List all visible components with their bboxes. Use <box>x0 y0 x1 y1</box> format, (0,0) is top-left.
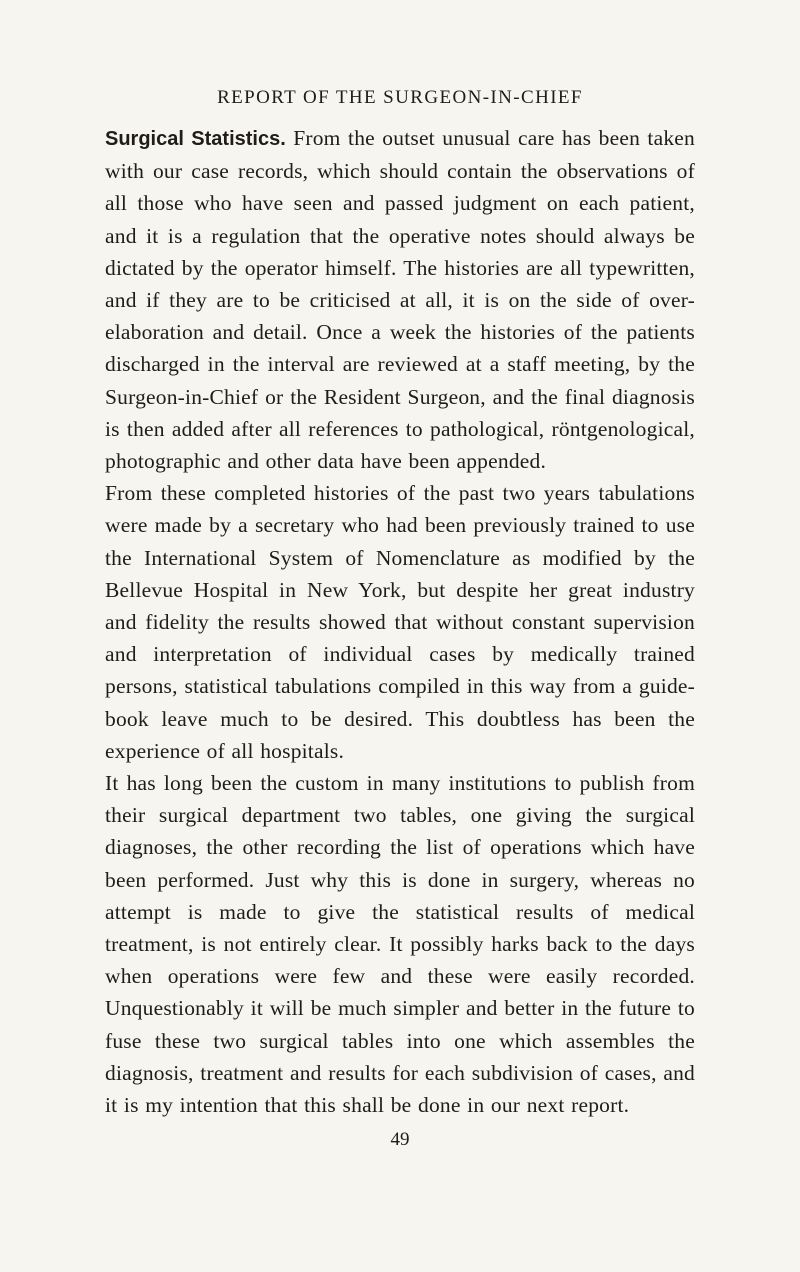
paragraph-3: It has long been the custom in many institutions to publish from their surgical department two tables, one giving the surgical diagnoses, the other recording the list of operations which have been performed. Just why this is done in surgery, whereas no attempt is made to give the statistical results of medical treatment, is not entirely clear. It possibly harks back to the days when operations were few and these were easily recorded. Unquestionably it will be much simpler and better in the future to fuse these two surgical tables into one which assembles the diagnosis, treatment and results for each subdivision of cases, and it is my intention that this shall be done in our next report. <box>105 771 695 1118</box>
page-number: 49 <box>390 1129 410 1150</box>
body-text <box>105 122 695 1121</box>
paragraph-1-text: From the outset unusual care has been taken with our case records, which should contain the observations of all those who have seen and passed judgment on each patient, and it is a regulation that the operative notes should always be dictated by the operator himself. The histories are all typewritten, and if they are to be criticised at all, it is on the side of over-elaboration and detail. Once a week the histories of the patients discharged in the interval are reviewed at a staff meeting, by the Surgeon-in-Chief or the Resident Surgeon, and the final diagnosis is then added after all references to pathological, röntgenological, photographic and other data have been appended. <box>105 126 695 474</box>
paragraph-1 <box>105 122 695 477</box>
paragraph-2: From these completed histories of the past two years tabulations were made by a secretary who had been previously trained to use the International System of Nomenclature as modified by the Bellevue Hospital in New York, but despite her great industry and fidelity the results showed that without constant supervision and interpretation of individual cases by medically trained persons, statistical tabulations compiled in this way from a guide-book leave much to be desired. This doubtless has been the experience of all hospitals. <box>105 481 695 763</box>
section-heading: Surgical Statistics. <box>105 128 286 150</box>
running-head: REPORT OF THE SURGEON-IN-CHIEF <box>217 87 583 108</box>
